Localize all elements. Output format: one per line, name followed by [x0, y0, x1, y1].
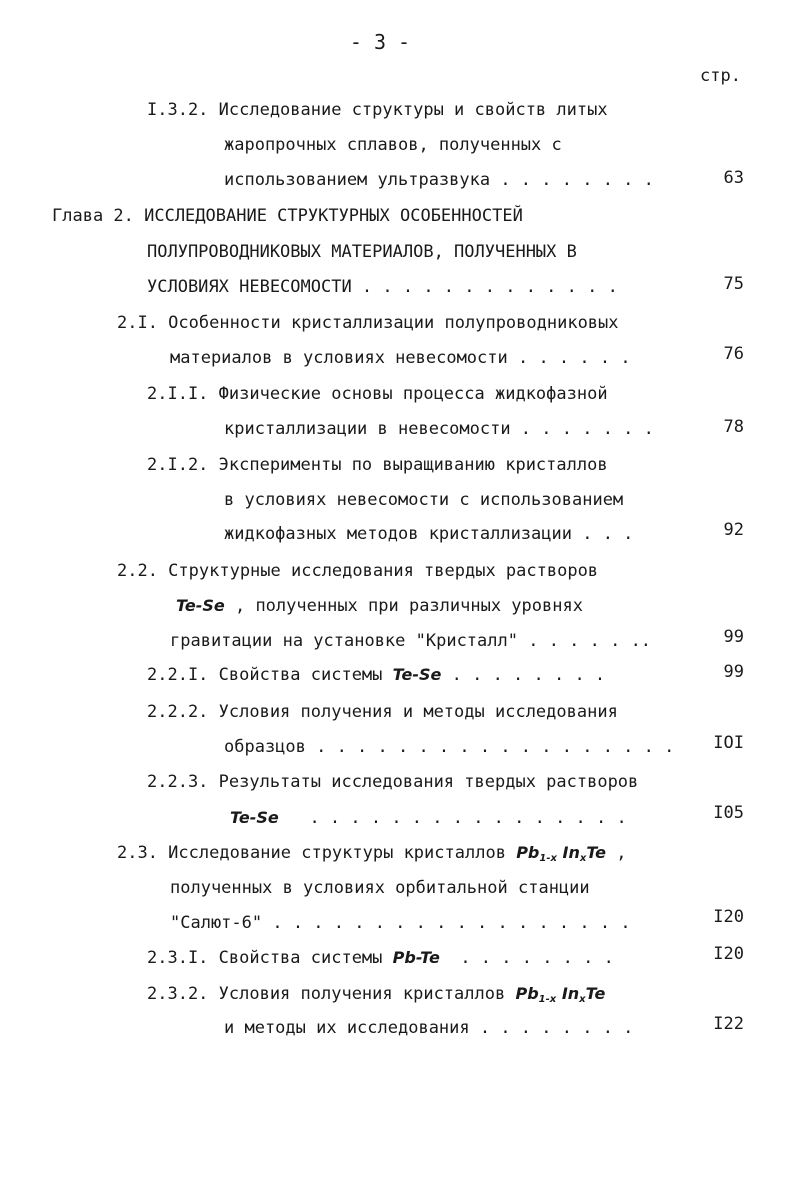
formula-te-se: Te-Se: [392, 665, 442, 684]
formula-pbinte: $Pb_{1-x}$ $In_xTe$: [516, 843, 607, 864]
formula-pbinte: $Pb_{1-x}$ $In_xTe$: [515, 984, 606, 1005]
toc-line: I.3.2. Исследование структуры и свойств литых: [147, 100, 608, 120]
toc-page-number: 99: [723, 662, 744, 682]
toc-page-number: I20: [713, 944, 744, 964]
toc-line: 2.I.2. Эксперименты по выращиванию кристаллов: [147, 455, 608, 475]
toc-line-text: 2.3. Исследование структуры кристаллов: [117, 843, 506, 863]
toc-line: 2.2. Структурные исследования твердых растворов: [117, 561, 599, 581]
toc-line: и методы их исследования . . . . . . . .: [224, 1018, 634, 1038]
toc-line-text: 2.3.I. Свойства системы: [147, 948, 383, 968]
toc-line: 2.2.3. Результаты исследования твердых растворов: [147, 772, 639, 792]
page-column-label: стр.: [700, 66, 741, 86]
toc-line: материалов в условиях невесомости . . . . . .: [170, 348, 631, 368]
formula-pb-te: Pb-Te: [392, 948, 440, 967]
toc-line: в условиях невесомости с использованием: [224, 490, 624, 510]
toc-line: кристаллизации в невесомости . . . . . . .: [224, 419, 654, 439]
toc-line: "Салют-6" . . . . . . . . . . . . . . . . . .: [170, 913, 631, 933]
toc-page-number: 63: [723, 168, 744, 188]
toc-leader: . . . . . . . .: [460, 948, 614, 968]
page-number: - 3 -: [349, 30, 411, 54]
toc-page-number: 76: [723, 344, 744, 364]
toc-page-number: I22: [713, 1014, 744, 1034]
toc-line-text: 2.2.I. Свойства системы: [147, 665, 383, 685]
toc-line: жаропрочных сплавов, полученных с: [224, 135, 562, 155]
toc-punct: ,: [616, 843, 627, 863]
toc-leader: . . . . . . . . . . . . . . . .: [309, 808, 627, 828]
toc-line: 2.2.2. Условия получения и методы исследования: [147, 702, 618, 722]
toc-line: 2.I.I. Физические основы процесса жидкофазной: [147, 384, 608, 404]
formula-te-se: Te-Se: [230, 808, 279, 827]
toc-line-with-formula: [147, 948, 614, 968]
toc-line-with-formula: [147, 984, 605, 1010]
toc-line-with-formula: [176, 596, 583, 616]
toc-line: полученных в условиях орбитальной станции: [170, 878, 590, 898]
toc-line: образцов . . . . . . . . . . . . . . . . . .: [224, 737, 675, 757]
toc-line-text: , полученных при различных уровнях: [234, 596, 583, 616]
toc-page-number: 92: [723, 520, 744, 540]
toc-line-with-formula: [147, 665, 605, 685]
toc-page-number: I05: [713, 803, 744, 823]
toc-page-number: I20: [713, 907, 744, 927]
toc-chapter-line: ПОЛУПРОВОДНИКОВЫХ МАТЕРИАЛОВ, ПОЛУЧЕННЫХ В: [147, 242, 577, 262]
toc-line: гравитации на установке "Кристалл" . . . . . ..: [170, 631, 652, 651]
toc-line: использованием ультразвука . . . . . . . .: [224, 170, 654, 190]
toc-page-number: 99: [723, 627, 744, 647]
toc-chapter-line: Глава 2. ИССЛЕДОВАНИЕ СТРУКТУРНЫХ ОСОБЕННОСТЕЙ: [52, 206, 523, 226]
toc-page-number: IOI: [713, 733, 744, 753]
toc-page-number: 75: [723, 274, 744, 294]
toc-line: жидкофазных методов кристаллизации . . .: [224, 524, 634, 544]
toc-line: 2.I. Особенности кристаллизации полупроводниковых: [117, 313, 619, 333]
toc-page-number: 78: [723, 417, 744, 437]
toc-line-with-formula: [117, 843, 627, 869]
toc-line-with-formula: [230, 808, 627, 828]
toc-line-text: 2.3.2. Условия получения кристаллов: [147, 984, 506, 1004]
toc-leader: . . . . . . . .: [451, 665, 606, 685]
toc-chapter-line: УСЛОВИЯХ НЕВЕСОМОСТИ . . . . . . . . . . . . .: [147, 277, 618, 297]
formula-te-se: Te-Se: [176, 596, 225, 615]
